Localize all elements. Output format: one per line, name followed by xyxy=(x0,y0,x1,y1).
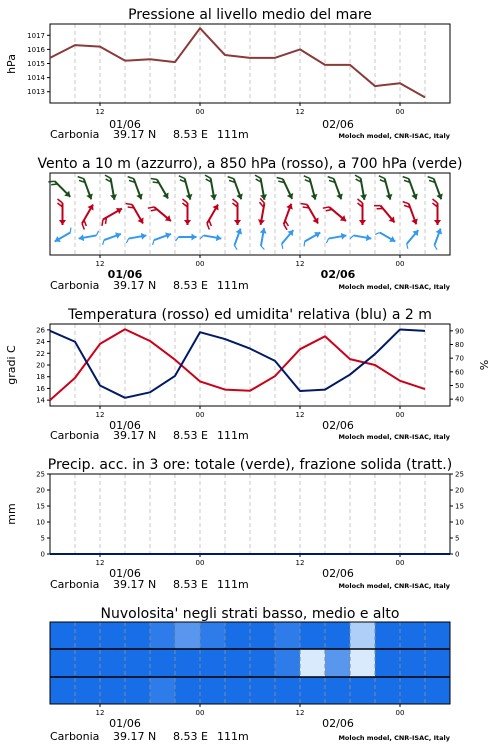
cloud-cell xyxy=(75,622,101,649)
location-lon: 8.53 E xyxy=(173,279,208,292)
humidity-ylabel: % xyxy=(478,359,491,371)
location-lat: 39.17 N xyxy=(113,279,157,292)
wind-barb xyxy=(233,199,238,203)
x-tick-label: 00 xyxy=(395,260,405,268)
cloud-cell xyxy=(225,649,251,677)
wind-barb xyxy=(96,231,100,235)
y-tick-label: 14 xyxy=(36,396,45,405)
precip-title: Precip. acc. in 3 ore: totale (verde), frazione solida (tratt.) xyxy=(47,457,453,473)
wind-arrow xyxy=(323,202,348,225)
wind-barb xyxy=(403,200,409,205)
x-tick-label: 00 xyxy=(395,411,405,419)
wind-title: Vento a 10 m (azzurro), a 850 hPa (rosso), a 700 hPa (verde) xyxy=(37,156,463,172)
wind-arrow xyxy=(105,174,118,201)
wind-arrow-head xyxy=(312,217,321,225)
cloud-title: Nuvolosita' negli strati basso, medio e alto xyxy=(100,606,400,622)
wind-arrow xyxy=(150,231,172,245)
cloud-panel xyxy=(50,606,451,743)
x-tick-label: 00 xyxy=(195,709,205,717)
wind-barb xyxy=(358,199,363,203)
model-credit: Moloch model, CNR-ISAC, Italy xyxy=(338,132,450,140)
wind-barb xyxy=(375,231,380,236)
cloud-cell xyxy=(100,677,126,704)
x-tick-label: 00 xyxy=(395,709,405,717)
y-tick-label: 18 xyxy=(36,373,45,382)
wind-panel xyxy=(37,156,462,292)
cloud-cell xyxy=(50,622,76,649)
wind-arrow-head xyxy=(389,236,397,245)
wind-arrow-head xyxy=(137,217,146,225)
cloud-cell xyxy=(150,622,176,649)
x-tick-label: 12 xyxy=(95,411,105,419)
y-tick-label: 0 xyxy=(455,550,460,559)
x-tick-label: 12 xyxy=(95,260,105,268)
wind-arrow xyxy=(53,228,75,245)
y-tick-label: 26 xyxy=(36,326,45,335)
cloud-cell xyxy=(300,649,326,677)
wind-arrow xyxy=(277,228,296,249)
precip-frame xyxy=(50,474,450,554)
wind-arrow xyxy=(350,231,372,242)
cloud-cell xyxy=(100,622,126,649)
wind-barb xyxy=(280,244,285,249)
wind-barb xyxy=(403,175,409,180)
location-lat: 39.17 N xyxy=(113,128,157,141)
y-tick-label: 80 xyxy=(455,341,464,349)
date-label-1: 01/06 xyxy=(107,268,143,281)
cloud-cell xyxy=(225,622,251,649)
wind-barb xyxy=(328,175,334,180)
wind-arrow xyxy=(77,203,97,230)
pressure-title: Pressione al livello medio del mare xyxy=(128,7,372,23)
date-label-1: 01/06 xyxy=(109,717,141,730)
wind-arrow xyxy=(255,174,268,201)
y-tick-label: 25 xyxy=(455,470,464,479)
wind-barb xyxy=(326,239,330,243)
wind-arrow xyxy=(325,232,347,243)
cloud-cell xyxy=(375,622,401,649)
wind-arrow xyxy=(374,200,397,225)
cloud-cell xyxy=(150,677,176,704)
cloud-cell xyxy=(275,677,301,704)
cloud-cell xyxy=(275,622,301,649)
cloud-cell xyxy=(50,677,76,704)
wind-arrow xyxy=(228,174,245,201)
location-alt: 111m xyxy=(217,279,249,292)
y-tick-label: 20 xyxy=(455,486,464,495)
date-label-2: 02/06 xyxy=(320,268,356,281)
temp-title: Temperatura (rosso) ed umidita' relativa (blu) a 2 m xyxy=(68,307,432,323)
location-alt: 111m xyxy=(217,429,249,442)
y-tick-label: 5 xyxy=(455,534,460,543)
wind-arrow xyxy=(403,199,420,226)
wind-arrow xyxy=(230,227,244,249)
cloud-cell xyxy=(300,677,326,704)
wind-barb xyxy=(151,176,157,182)
location-alt: 111m xyxy=(217,128,249,141)
x-tick-label: 12 xyxy=(95,709,105,717)
cloud-cell xyxy=(275,649,301,677)
x-tick-label: 00 xyxy=(195,108,205,116)
wind-arrow xyxy=(355,174,368,201)
y-tick-label: 50 xyxy=(455,382,464,390)
wind-barb xyxy=(105,174,111,179)
wind-arrow-head xyxy=(59,220,66,225)
y-tick-label: 16 xyxy=(36,384,45,393)
wind-arrow xyxy=(300,229,322,246)
cloud-cell xyxy=(75,677,101,704)
wind-arrow xyxy=(58,199,67,225)
temp-frame xyxy=(50,324,450,406)
y-tick-label: 1016 xyxy=(27,45,45,54)
wind-arrow xyxy=(148,202,173,225)
wind-arrow xyxy=(100,231,122,245)
cloud-cell xyxy=(125,649,151,677)
cloud-cell xyxy=(325,622,351,649)
wind-arrow-head xyxy=(359,220,366,225)
model-credit: Moloch model, CNR-ISAC, Italy xyxy=(338,433,450,441)
wind-barb xyxy=(58,199,63,203)
model-credit: Moloch model, CNR-ISAC, Italy xyxy=(338,283,450,291)
wind-arrow xyxy=(176,234,197,242)
x-tick-label: 00 xyxy=(195,411,205,419)
location-name: Carbonia xyxy=(50,730,100,743)
temp-footer xyxy=(50,419,451,442)
cloud-cell xyxy=(125,677,151,704)
date-label-1: 01/06 xyxy=(109,419,141,432)
wind-barb xyxy=(126,239,130,243)
location-name: Carbonia xyxy=(50,279,100,292)
wind-arrow xyxy=(277,174,296,201)
wind-arrow xyxy=(98,205,125,225)
cloud-cell xyxy=(250,677,276,704)
wind-arrow xyxy=(128,174,145,201)
wind-arrow-head xyxy=(162,192,171,200)
x-tick-label: 00 xyxy=(395,108,405,116)
wind-barb xyxy=(126,201,132,207)
location-name: Carbonia xyxy=(50,429,100,442)
wind-footer xyxy=(50,268,451,292)
cloud-cell xyxy=(175,677,201,704)
cloud-cell xyxy=(175,649,201,677)
cloud-cell xyxy=(200,649,226,677)
wind-barb xyxy=(128,175,134,180)
date-label-2: 02/06 xyxy=(322,717,354,730)
precip-panel xyxy=(5,457,464,591)
y-tick-label: 1017 xyxy=(27,31,45,40)
wind-arrow-head xyxy=(184,220,191,225)
pressure-line xyxy=(50,28,425,97)
cloud-cell xyxy=(125,622,151,649)
wind-barb xyxy=(405,244,410,249)
y-tick-label: 60 xyxy=(455,368,464,377)
wind-arrow-head xyxy=(87,203,96,211)
wind-arrow xyxy=(125,232,147,243)
x-tick-label: 12 xyxy=(295,709,305,717)
wind-barb xyxy=(176,237,179,241)
y-tick-label: 90 xyxy=(455,327,464,336)
cloud-cell xyxy=(100,649,126,677)
cloud-cell xyxy=(75,649,101,677)
cloud-cell xyxy=(425,622,451,649)
wind-barb xyxy=(200,235,204,239)
location-lon: 8.53 E xyxy=(173,578,208,591)
cloud-cell xyxy=(325,649,351,677)
wind-arrow-head xyxy=(314,229,322,238)
wind-arrow xyxy=(304,174,319,201)
location-lat: 39.17 N xyxy=(113,429,157,442)
y-tick-label: 1013 xyxy=(27,88,45,97)
cloud-cell xyxy=(300,622,326,649)
date-label-2: 02/06 xyxy=(322,118,354,131)
wind-arrow xyxy=(78,174,95,201)
wind-arrow xyxy=(430,227,444,249)
wind-arrow xyxy=(403,174,420,201)
cloud-cell xyxy=(200,677,226,704)
wind-barb xyxy=(68,228,73,233)
wind-arrow xyxy=(233,199,242,225)
precip-footer xyxy=(50,567,451,591)
wind-barb xyxy=(355,174,361,179)
wind-arrow xyxy=(328,174,345,201)
wind-arrow xyxy=(256,198,269,225)
pressure-footer xyxy=(50,118,451,141)
wind-barb xyxy=(205,174,211,179)
cloud-cell xyxy=(325,677,351,704)
wind-arrow-head xyxy=(192,234,197,241)
location-lat: 39.17 N xyxy=(113,730,157,743)
date-label-2: 02/06 xyxy=(322,419,354,432)
cloud-footer xyxy=(50,717,451,743)
wind-frame xyxy=(50,173,450,255)
cloud-cell xyxy=(425,677,451,704)
wind-arrow xyxy=(402,228,421,249)
wind-arrow xyxy=(428,174,445,201)
date-label-1: 01/06 xyxy=(109,567,141,580)
location-lon: 8.53 E xyxy=(173,429,208,442)
y-tick-label: 0 xyxy=(40,550,45,559)
wind-arrow-head xyxy=(434,220,441,225)
wind-arrow-head xyxy=(234,220,241,225)
x-tick-label: 00 xyxy=(395,559,405,567)
wind-arrow xyxy=(358,199,367,225)
wind-arrow xyxy=(375,228,397,245)
y-tick-label: 1014 xyxy=(27,74,45,83)
wind-arrow xyxy=(48,176,72,200)
date-label-2: 02/06 xyxy=(322,567,354,580)
wind-arrow xyxy=(179,174,194,201)
wind-arrow xyxy=(202,203,222,230)
cloud-cell xyxy=(350,649,376,677)
wind-arrow xyxy=(151,174,171,201)
cloud-cell xyxy=(250,649,276,677)
y-tick-label: 40 xyxy=(455,395,464,404)
wind-barb xyxy=(277,175,283,181)
location-lat: 39.17 N xyxy=(113,578,157,591)
wind-arrow-head xyxy=(116,205,124,214)
y-tick-label: 24 xyxy=(36,338,45,347)
pressure-ylabel: hPa xyxy=(5,54,18,74)
y-tick-label: 15 xyxy=(36,502,45,511)
y-tick-label: 5 xyxy=(40,534,45,543)
cloud-cell xyxy=(225,677,251,704)
location-name: Carbonia xyxy=(50,578,100,591)
wind-barb xyxy=(302,242,307,247)
wind-barb xyxy=(428,175,434,180)
location-alt: 111m xyxy=(217,578,249,591)
cloud-cell xyxy=(150,649,176,677)
y-tick-label: 20 xyxy=(36,486,45,495)
wind-arrow xyxy=(379,174,394,201)
wind-barb xyxy=(233,245,238,249)
location-alt: 111m xyxy=(217,730,249,743)
location-name: Carbonia xyxy=(50,128,100,141)
cloud-cell xyxy=(425,649,451,677)
wind-arrow xyxy=(301,199,321,226)
wind-arrow-head xyxy=(287,193,295,200)
pressure-frame xyxy=(50,24,450,103)
pressure-panel xyxy=(5,7,451,141)
wind-barb xyxy=(433,199,438,203)
y-tick-label: 10 xyxy=(455,518,464,527)
wind-barb xyxy=(350,235,354,239)
y-tick-label: 25 xyxy=(36,470,45,479)
cloud-cell xyxy=(375,649,401,677)
x-tick-label: 00 xyxy=(195,260,205,268)
y-tick-label: 1015 xyxy=(27,60,45,68)
wind-barb xyxy=(228,175,234,180)
cloud-cell xyxy=(50,649,76,677)
y-tick-label: 70 xyxy=(455,354,464,363)
wind-arrow-head xyxy=(53,236,61,245)
wind-barb xyxy=(301,201,307,207)
wind-arrow xyxy=(183,199,192,225)
cloud-cell xyxy=(400,677,426,704)
temp-humidity-panel xyxy=(5,307,491,442)
wind-barb xyxy=(78,175,84,180)
cloud-cell xyxy=(375,677,401,704)
cloud-cell xyxy=(400,649,426,677)
x-tick-label: 12 xyxy=(295,108,305,116)
x-tick-label: 12 xyxy=(95,108,105,116)
x-tick-label: 00 xyxy=(195,559,205,567)
y-tick-label: 10 xyxy=(36,518,45,527)
y-tick-label: 15 xyxy=(455,502,464,511)
x-tick-label: 12 xyxy=(295,411,305,419)
precip-ylabel: mm xyxy=(5,503,18,525)
location-lon: 8.53 E xyxy=(173,730,208,743)
y-tick-label: 22 xyxy=(36,349,45,358)
wind-barb xyxy=(433,245,438,249)
wind-arrow xyxy=(126,199,146,226)
wind-barb xyxy=(260,246,264,250)
x-tick-label: 12 xyxy=(295,260,305,268)
wind-arrow xyxy=(78,231,100,242)
y-tick-label: 20 xyxy=(36,361,45,370)
model-credit: Moloch model, CNR-ISAC, Italy xyxy=(338,734,450,742)
wind-barb xyxy=(255,174,261,179)
cloud-cell xyxy=(250,622,276,649)
date-label-1: 01/06 xyxy=(109,118,141,131)
cloud-cell xyxy=(200,622,226,649)
x-tick-label: 12 xyxy=(95,559,105,567)
wind-arrow xyxy=(433,199,442,225)
cloud-cell xyxy=(400,622,426,649)
cloud-cell xyxy=(175,622,201,649)
model-credit: Moloch model, CNR-ISAC, Italy xyxy=(338,582,450,590)
x-tick-label: 12 xyxy=(295,559,305,567)
wind-arrow-head xyxy=(212,203,221,211)
wind-arrow xyxy=(279,202,296,229)
cloud-cell xyxy=(350,622,376,649)
location-lon: 8.53 E xyxy=(173,128,208,141)
wind-arrow xyxy=(205,174,218,201)
temp-ylabel: gradi C xyxy=(5,345,18,385)
wind-arrow xyxy=(200,231,222,242)
wind-arrow xyxy=(257,228,268,250)
cloud-cell xyxy=(350,677,376,704)
wind-barb xyxy=(183,199,188,203)
